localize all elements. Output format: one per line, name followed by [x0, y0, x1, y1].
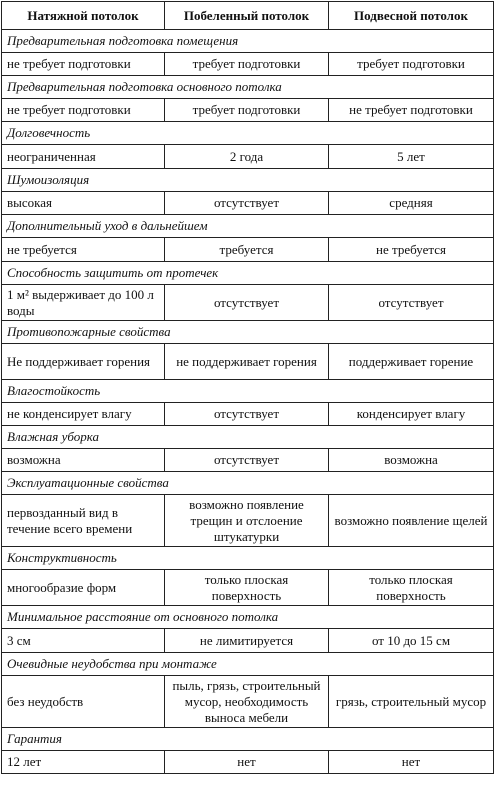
cell-stretch: возможна: [2, 449, 165, 472]
cell-stretch: не требует подготовки: [2, 53, 165, 76]
table-row: [2, 751, 494, 774]
section-title: Предварительная подготовка основного потолка: [2, 76, 494, 99]
section-header-row: [2, 728, 494, 751]
cell-suspended: 5 лет: [329, 145, 494, 169]
section-header-row: [2, 122, 494, 145]
section-title: Влажная уборка: [2, 426, 494, 449]
section-header-row: [2, 547, 494, 570]
cell-whitewashed: не лимитируется: [165, 629, 329, 653]
section-title: Противопожарные свойства: [2, 321, 494, 344]
section-title: Дополнительный уход в дальнейшем: [2, 215, 494, 238]
section-header-row: [2, 606, 494, 629]
cell-stretch: 1 м² выдерживает до 100 л воды: [2, 285, 165, 321]
cell-stretch: неограниченная: [2, 145, 165, 169]
section-header-row: [2, 321, 494, 344]
table-row: [2, 285, 494, 321]
section-header-row: [2, 215, 494, 238]
table-row: [2, 53, 494, 76]
cell-suspended: не требуется: [329, 238, 494, 262]
table-row: [2, 449, 494, 472]
section-title: Долговечность: [2, 122, 494, 145]
section-title: Очевидные неудобства при монтаже: [2, 653, 494, 676]
cell-stretch: 3 см: [2, 629, 165, 653]
cell-suspended: не требует подготовки: [329, 99, 494, 122]
table-row: [2, 570, 494, 606]
header-suspended-ceiling: Подвесной потолок: [329, 2, 494, 30]
cell-suspended: от 10 до 15 см: [329, 629, 494, 653]
section-title: Эксплуатационные свойства: [2, 472, 494, 495]
cell-suspended: возможна: [329, 449, 494, 472]
section-title: Влагостойкость: [2, 380, 494, 403]
cell-stretch: Не поддерживает горения: [2, 344, 165, 380]
cell-stretch: 12 лет: [2, 751, 165, 774]
table-row: [2, 344, 494, 380]
header-row: [2, 2, 494, 30]
section-title: Предварительная подготовка помещения: [2, 30, 494, 53]
cell-stretch: не требует подготовки: [2, 99, 165, 122]
section-header-row: [2, 76, 494, 99]
cell-whitewashed: 2 года: [165, 145, 329, 169]
cell-whitewashed: отсутствует: [165, 192, 329, 215]
table-row: [2, 495, 494, 547]
cell-whitewashed: требует подготовки: [165, 99, 329, 122]
section-header-row: [2, 30, 494, 53]
cell-suspended: нет: [329, 751, 494, 774]
table-row: [2, 238, 494, 262]
section-header-row: [2, 169, 494, 192]
cell-whitewashed: отсутствует: [165, 449, 329, 472]
cell-whitewashed: только плоская поверхность: [165, 570, 329, 606]
comparison-table: [1, 1, 494, 774]
cell-whitewashed: требуется: [165, 238, 329, 262]
cell-suspended: поддерживает горение: [329, 344, 494, 380]
header-stretch-ceiling: Натяжной потолок: [2, 2, 165, 30]
section-header-row: [2, 472, 494, 495]
table-row: [2, 403, 494, 426]
cell-whitewashed: нет: [165, 751, 329, 774]
cell-whitewashed: отсутствует: [165, 285, 329, 321]
header-whitewashed-ceiling: Побеленный потолок: [165, 2, 329, 30]
cell-stretch: не конденсирует влагу: [2, 403, 165, 426]
table-row: [2, 629, 494, 653]
cell-stretch: первозданный вид в течение всего времени: [2, 495, 165, 547]
cell-whitewashed: не поддерживает горения: [165, 344, 329, 380]
cell-whitewashed: пыль, грязь, строительный мусор, необходимость выноса мебели: [165, 676, 329, 728]
cell-suspended: грязь, строительный мусор: [329, 676, 494, 728]
cell-suspended: конденсирует влагу: [329, 403, 494, 426]
table-row: [2, 145, 494, 169]
section-title: Минимальное расстояние от основного потолка: [2, 606, 494, 629]
cell-suspended: отсутствует: [329, 285, 494, 321]
cell-whitewashed: возможно появление трещин и отслоение штукатурки: [165, 495, 329, 547]
table-row: [2, 192, 494, 215]
section-header-row: [2, 426, 494, 449]
section-title: Конструктивность: [2, 547, 494, 570]
cell-suspended: средняя: [329, 192, 494, 215]
cell-stretch: многообразие форм: [2, 570, 165, 606]
table-row: [2, 99, 494, 122]
section-header-row: [2, 653, 494, 676]
cell-suspended: требует подготовки: [329, 53, 494, 76]
cell-whitewashed: отсутствует: [165, 403, 329, 426]
section-header-row: [2, 262, 494, 285]
cell-suspended: только плоская поверхность: [329, 570, 494, 606]
section-title: Шумоизоляция: [2, 169, 494, 192]
cell-whitewashed: требует подготовки: [165, 53, 329, 76]
section-title: Гарантия: [2, 728, 494, 751]
cell-suspended: возможно появление щелей: [329, 495, 494, 547]
cell-stretch: без неудобств: [2, 676, 165, 728]
table-row: [2, 676, 494, 728]
cell-stretch: высокая: [2, 192, 165, 215]
section-title: Способность защитить от протечек: [2, 262, 494, 285]
cell-stretch: не требуется: [2, 238, 165, 262]
section-header-row: [2, 380, 494, 403]
